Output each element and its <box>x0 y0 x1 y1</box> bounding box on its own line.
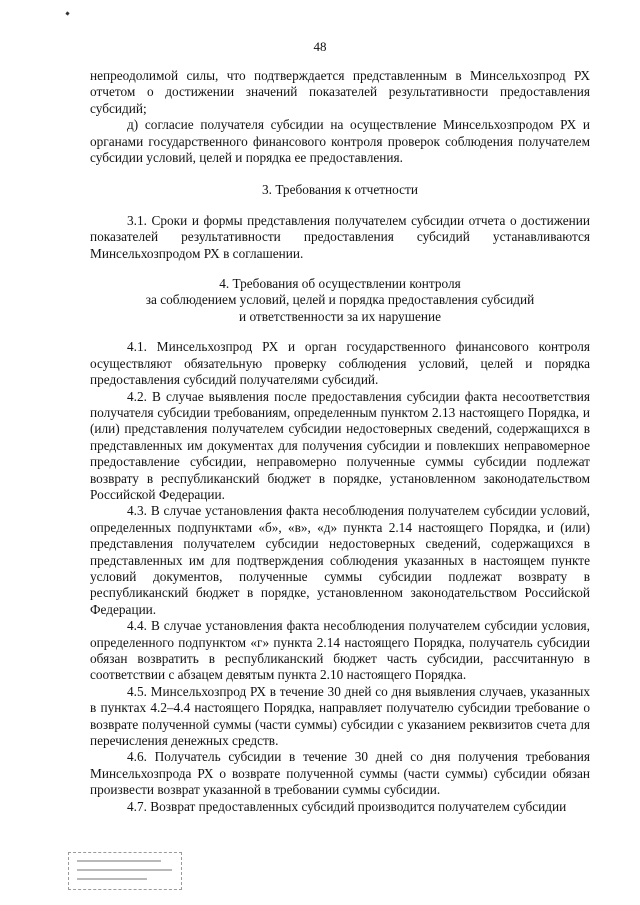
paragraph-4-2: 4.2. В случае выявления после предоставления субсидии факта несоответствия получателя субсидии требованиям, определенным пунктом 2.13 настоящего Порядка, и (или) представления получателем субсидии недостоверных сведений, содержащихся в представленных им документах для получения субсидии и повлекших неправомерное предоставление субсидии, неправомерно полученные суммы субсидии подлежат возврату в республиканский бюджет в порядке, установленном законодательством Российской Федерации. <box>90 388 590 502</box>
paragraph-4-4: 4.4. В случае установления факта несоблюдения получателем субсидии условия, определенного подпунктом «г» пункта 2.14 настоящего Порядка, получатель субсидии обязан возвратить в республиканский бюджет часть субсидии, рассчитанную в соответствии с абзацем девятым пункта 2.10 настоящего Порядка. <box>90 618 590 683</box>
stamp-line <box>77 878 147 880</box>
section-4-heading-line-1: 4. Требования об осуществлении контроля <box>219 276 461 292</box>
paragraph-4-3: 4.3. В случае установления факта несоблюдения получателем субсидии условий, определенных подпунктами «б», «в», «д» пункта 2.14 настоящего Порядка, и (или) представления получателем субсидии недостоверных сведений, содержащихся в представленных им для подтверждения соблюдения указанных в настоящем пункте условий документов, полученные суммы субсидии подлежат возврату в республиканский бюджет в порядке, установленном законодательством Российской Федерации. <box>90 503 590 617</box>
page-number: 48 <box>313 39 327 54</box>
page-content <box>90 68 590 815</box>
stamp-line <box>77 860 161 862</box>
section-4-heading-line-3: и ответственности за их нарушение <box>239 308 441 324</box>
stamp-line <box>77 869 172 871</box>
paragraph-3-1: 3.1. Сроки и формы представления получателем субсидии отчета о достижении показателей результативности предоставления субсидий устанавливаются Минсельхозпродом РХ в соглашении. <box>90 212 590 261</box>
clause-d-paragraph: д) согласие получателя субсидии на осуществление Минсельхозпродом РХ и органами государственного финансового контроля проверок соблюдения получателем субсидии условий, целей и порядка ее предоставления. <box>90 117 590 166</box>
section-3-heading: 3. Требования к отчетности <box>262 182 418 198</box>
faded-stamp <box>68 852 182 890</box>
paragraph-4-6: 4.6. Получатель субсидии в течение 30 дней со дня получения требования Минсельхозпрода РХ о возврате полученной суммы (части суммы) субсидии обязан произвести возврат указанной в требовании суммы субсидии. <box>90 749 590 798</box>
continuation-paragraph: непреодолимой силы, что подтверждается представленным в Минсельхозпрод РХ отчетом о достижении значений показателей результативности предоставления субсидий; <box>90 68 590 116</box>
scan-speck <box>65 11 69 15</box>
section-4-heading-line-2: за соблюдением условий, целей и порядка предоставления субсидий <box>145 292 535 308</box>
section-4-heading <box>90 276 590 325</box>
paragraph-4-7: 4.7. Возврат предоставленных субсидий производится получателем субсидии <box>127 798 567 814</box>
paragraph-4-5: 4.5. Минсельхозпрод РХ в течение 30 дней со дня выявления случаев, указанных в пунктах 4.2–4.4 настоящего Порядка, направляет получателю субсидии требование о возврате полученной суммы (части суммы) субсидии с указанием реквизитов счета для перечисления денежных средств. <box>90 683 590 749</box>
paragraph-4-1: 4.1. Минсельхозпрод РХ и орган государственного финансового контроля осуществляют обязательную проверку соблюдения условий, целей и порядка предоставления субсидий получателями субсидий. <box>90 339 590 388</box>
